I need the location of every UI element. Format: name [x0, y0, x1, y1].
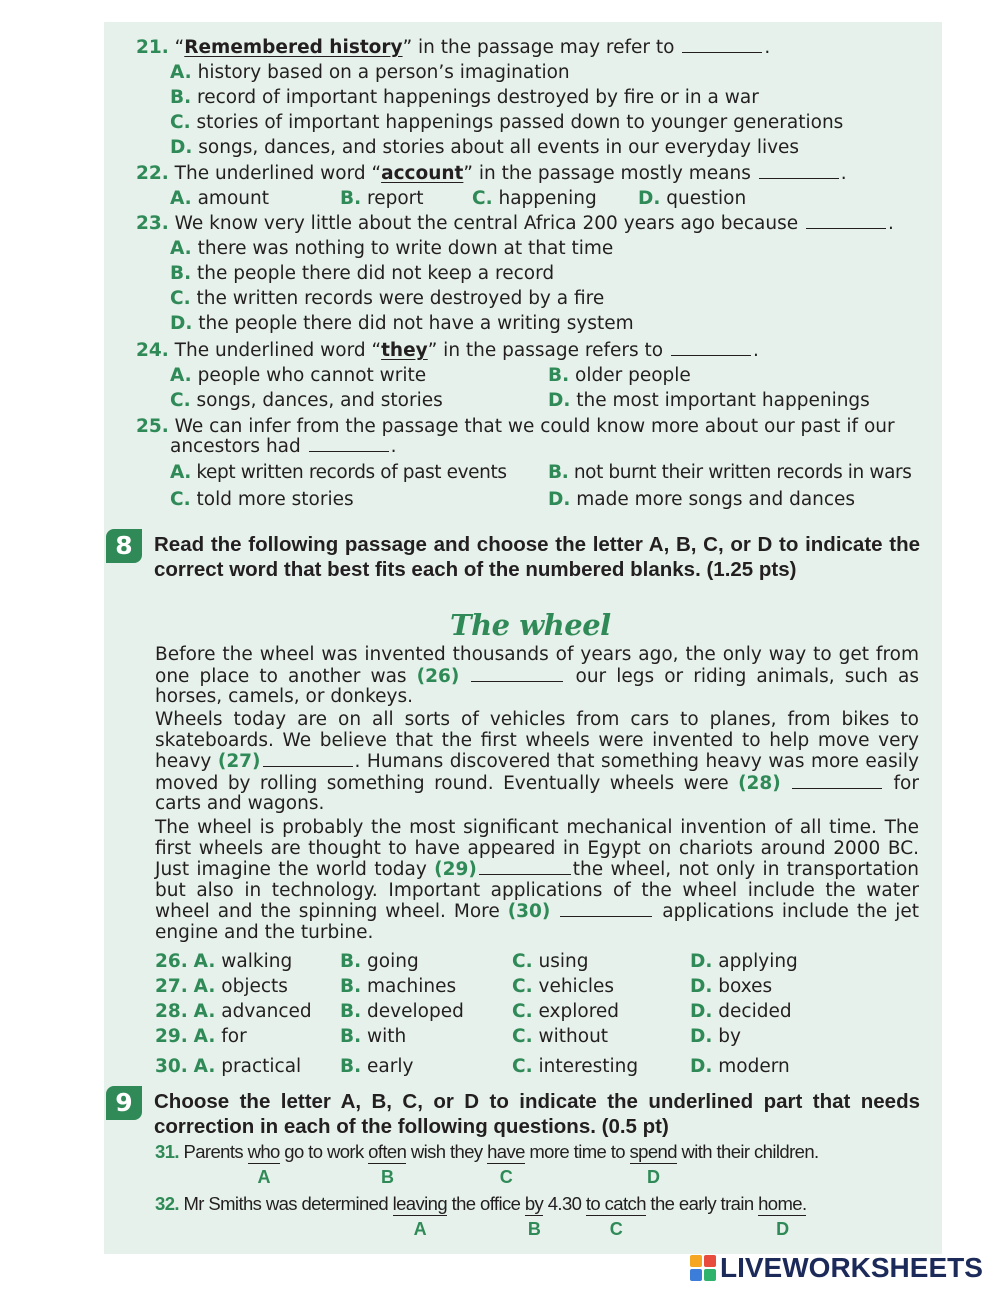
part-letter: A	[413, 1219, 427, 1239]
option-22-a[interactable]	[170, 187, 269, 211]
passage-text: for carts and wagons.	[155, 772, 919, 815]
option-text: the most important happenings	[576, 390, 870, 411]
option-22-b[interactable]	[340, 187, 424, 211]
sentence-text: Mr Smiths was determined	[183, 1193, 393, 1214]
option-letter: A.	[170, 365, 192, 386]
option-letter: B.	[340, 1001, 362, 1022]
option-text: applying	[718, 951, 798, 972]
question-25-line2	[170, 435, 397, 459]
option-29-d[interactable]	[690, 1025, 741, 1049]
question-number: 26.	[155, 951, 188, 972]
passage-paragraph-1	[155, 645, 919, 708]
option-letter: C.	[512, 1001, 533, 1022]
option-letter: B.	[340, 1056, 362, 1077]
part-letter: A	[257, 1167, 270, 1187]
option-letter: D.	[548, 390, 571, 411]
question-number: 31.	[155, 1141, 179, 1162]
underlined-word: often	[368, 1141, 407, 1162]
option-text: using	[538, 951, 589, 972]
option-letter: C.	[170, 288, 191, 309]
underlined-word: home.	[758, 1193, 807, 1214]
option-text: with	[367, 1026, 407, 1047]
question-number: 29.	[155, 1026, 188, 1047]
option-25-d[interactable]	[548, 488, 855, 512]
passage-text: applications include the jet engine and the turbine.	[155, 901, 919, 943]
option-21-c[interactable]	[170, 111, 843, 135]
underlined-word: spend	[629, 1141, 677, 1162]
option-letter: D.	[690, 1056, 713, 1077]
sentence-text: Parents	[183, 1141, 248, 1162]
question-end: .	[390, 436, 397, 457]
sentence-text: more time to	[524, 1141, 630, 1162]
sentence-text: the office	[447, 1193, 525, 1214]
sentence-text: 4.30	[543, 1193, 586, 1214]
question-text: ” in the passage mostly means	[463, 163, 751, 184]
gap-number: (29)	[434, 859, 477, 881]
question-end: .	[888, 213, 894, 234]
question-32	[155, 1192, 807, 1239]
option-30-c[interactable]	[512, 1055, 638, 1079]
option-24-d[interactable]	[548, 389, 870, 413]
option-23-d[interactable]	[170, 312, 634, 336]
gap-number: (30)	[507, 901, 551, 923]
question-text: The underlined word “	[174, 163, 382, 184]
option-22-d[interactable]	[638, 187, 746, 211]
question-end: .	[840, 163, 847, 184]
passage-paragraph-2	[155, 710, 919, 815]
option-letter: A.	[170, 462, 191, 483]
sentence-text: with their children.	[676, 1141, 819, 1162]
underlined-part-b[interactable]	[524, 1192, 544, 1239]
answer-blank[interactable]	[682, 37, 762, 53]
part-letter: C	[609, 1219, 623, 1239]
option-letter: B.	[340, 951, 362, 972]
option-26-b[interactable]	[340, 950, 419, 974]
option-23-b[interactable]	[170, 262, 554, 286]
question-text: ” in the passage may refer to	[402, 37, 675, 58]
underlined-part-c[interactable]	[585, 1192, 646, 1239]
section-9-instruction: Choose the letter A, B, C, or D to indicate the underlined part that needs correction in each of the following questions. (0.5 pt)	[154, 1090, 920, 1138]
option-24-a[interactable]	[170, 364, 426, 388]
option-letter: D.	[690, 976, 713, 997]
underlined-word: leaving	[392, 1193, 448, 1214]
question-text: We know very little about the central Africa 200 years ago because	[174, 213, 799, 234]
passage-text: . Humans discovered that something heavy was more easily moved by rolling something round. Eventually wheels were	[155, 751, 919, 794]
question-22	[136, 162, 847, 186]
option-letter: C.	[512, 951, 533, 972]
passage-title: The wheel	[450, 608, 611, 642]
option-text: kept written records of past events	[196, 462, 507, 483]
option-text: early	[367, 1056, 414, 1077]
answer-blank[interactable]	[309, 436, 389, 452]
underlined-part-a[interactable]	[247, 1140, 280, 1187]
passage-text: our legs or riding animals, such as horses, camels, or donkeys.	[155, 665, 920, 708]
option-letter: D.	[638, 188, 661, 209]
keyword: they	[381, 340, 428, 361]
option-letter: B.	[548, 462, 569, 483]
option-27-c[interactable]	[512, 975, 614, 999]
option-text: interesting	[538, 1056, 639, 1077]
passage-paragraph-3	[155, 818, 919, 944]
option-22-c[interactable]	[472, 187, 597, 211]
option-text: vehicles	[538, 976, 615, 997]
option-text: people who cannot write	[197, 365, 427, 386]
option-letter: C.	[512, 1056, 533, 1077]
option-23-c[interactable]	[170, 287, 604, 311]
gap-30-blank[interactable]	[560, 901, 652, 917]
option-text: report	[367, 188, 424, 209]
answer-row-28	[155, 1000, 312, 1024]
option-text: songs, dances, and stories about all events in our everyday lives	[198, 137, 800, 158]
option-text: machines	[367, 976, 457, 997]
question-end: .	[752, 340, 759, 361]
option-text[interactable]: advanced	[221, 1001, 312, 1022]
question-21	[136, 36, 770, 60]
option-text[interactable]: objects	[221, 976, 288, 997]
liveworksheets-logo[interactable]	[690, 1252, 983, 1284]
option-letter: A.	[193, 1001, 216, 1022]
answer-row-30	[155, 1055, 301, 1079]
option-text: there was nothing to write down at that time	[197, 238, 614, 259]
option-26-d[interactable]	[690, 950, 798, 974]
underlined-word: to catch	[585, 1193, 646, 1214]
option-text[interactable]: walking	[221, 951, 293, 972]
option-27-b[interactable]	[340, 975, 456, 999]
option-letter: D.	[690, 1001, 713, 1022]
option-letter: D.	[170, 313, 193, 334]
option-text: modern	[718, 1056, 790, 1077]
option-text: told more stories	[196, 489, 354, 510]
option-24-b[interactable]	[548, 364, 691, 388]
option-text: the written records were destroyed by a fire	[196, 288, 605, 309]
question-text: “	[174, 37, 185, 58]
question-text: ancestors had	[170, 436, 301, 457]
option-26-c[interactable]	[512, 950, 588, 974]
option-letter: B.	[170, 263, 192, 284]
option-letter: C.	[170, 112, 191, 133]
option-text: explored	[538, 1001, 620, 1022]
option-21-a[interactable]	[170, 61, 570, 85]
question-31	[155, 1140, 819, 1187]
option-text[interactable]: practical	[221, 1056, 302, 1077]
question-number: 32.	[155, 1193, 179, 1214]
part-letter: C	[499, 1167, 513, 1187]
option-28-b[interactable]	[340, 1000, 464, 1024]
option-21-b[interactable]	[170, 86, 759, 110]
gap-29-blank[interactable]	[479, 859, 571, 875]
gap-28-blank[interactable]	[792, 773, 882, 789]
underlined-word: have	[487, 1141, 525, 1162]
option-letter: A.	[193, 976, 216, 997]
underlined-part-a[interactable]	[392, 1192, 448, 1239]
passage-text: Before the wheel was invented thousands of years ago, the only way to get from one place to another was	[155, 644, 919, 687]
question-text: The underlined word “	[174, 340, 382, 361]
question-number: 25.	[136, 416, 169, 437]
question-number: 22.	[136, 163, 169, 184]
option-30-b[interactable]	[340, 1055, 413, 1079]
option-letter: A.	[193, 1056, 216, 1077]
option-text: not burnt their written records in wars	[573, 462, 912, 483]
option-text: developed	[367, 1001, 464, 1022]
option-letter: B.	[340, 1026, 362, 1047]
answer-row-27	[155, 975, 288, 999]
option-text: amount	[197, 188, 269, 209]
option-text: boxes	[718, 976, 773, 997]
gap-27-blank[interactable]	[263, 751, 353, 767]
option-text: without	[538, 1026, 609, 1047]
option-letter: D.	[690, 951, 713, 972]
option-letter: B.	[548, 365, 570, 386]
option-text: older people	[575, 365, 691, 386]
underlined-part-b[interactable]	[368, 1140, 407, 1187]
part-letter: B	[381, 1167, 394, 1187]
option-text: made more songs and dances	[576, 489, 856, 510]
underlined-word: by	[524, 1193, 544, 1214]
logo-mark-icon	[690, 1255, 716, 1281]
option-28-c[interactable]	[512, 1000, 619, 1024]
option-text: by	[718, 1026, 741, 1047]
option-letter: A.	[170, 62, 192, 83]
answer-row-26	[155, 950, 292, 974]
option-letter: A.	[170, 188, 192, 209]
option-21-d[interactable]	[170, 136, 799, 160]
option-text: question	[666, 188, 747, 209]
option-25-c[interactable]	[170, 488, 354, 512]
option-letter: D.	[690, 1026, 713, 1047]
answer-blank[interactable]	[806, 213, 886, 229]
question-number: 30.	[155, 1056, 188, 1077]
option-29-c[interactable]	[512, 1025, 608, 1049]
option-text: happening	[498, 188, 597, 209]
passage-text: the wheel, not only in transportation but also in technology. Important applications of the wheel include the water wheel and the spinning wheel. More	[155, 859, 920, 923]
option-25-b[interactable]	[548, 461, 911, 485]
sentence-text: go to work	[279, 1141, 369, 1162]
gap-number: (27)	[217, 751, 261, 773]
option-letter: A.	[193, 951, 216, 972]
option-text[interactable]: for	[221, 1026, 247, 1047]
passage-text: Wheels today are on all sorts of vehicles from cars to planes, from bikes to skateboards. We believe that the first wheels were invented to help move very heavy	[155, 709, 919, 773]
sentence-text: the early train	[645, 1193, 759, 1214]
option-28-d[interactable]	[690, 1000, 792, 1024]
part-letter: B	[527, 1219, 541, 1239]
section-8-instruction: Read the following passage and choose the letter A, B, C, or D to indicate the correct word that best fits each of the numbered blanks. (1.25 pts)	[154, 533, 920, 581]
underlined-part-d[interactable]	[758, 1192, 807, 1239]
option-letter: B.	[340, 976, 362, 997]
option-25-a[interactable]	[170, 461, 507, 485]
option-letter: B.	[170, 87, 192, 108]
option-letter: A.	[193, 1026, 216, 1047]
option-letter: D.	[170, 137, 193, 158]
keyword: Remembered history	[184, 37, 403, 58]
option-letter: C.	[512, 1026, 533, 1047]
option-27-d[interactable]	[690, 975, 772, 999]
part-letter: D	[776, 1219, 789, 1239]
option-text: songs, dances, and stories	[196, 390, 443, 411]
option-letter: D.	[548, 489, 571, 510]
question-text: ” in the passage refers to	[427, 340, 664, 361]
option-letter: B.	[340, 188, 362, 209]
option-24-c[interactable]	[170, 389, 443, 413]
option-30-d[interactable]	[690, 1055, 790, 1079]
option-29-b[interactable]	[340, 1025, 406, 1049]
question-number: 24.	[136, 340, 169, 361]
option-letter: C.	[472, 188, 493, 209]
question-number: 23.	[136, 213, 169, 234]
option-text: stories of important happenings passed down to younger generations	[196, 112, 844, 133]
option-text: decided	[718, 1001, 792, 1022]
option-text: going	[367, 951, 419, 972]
option-text: record of important happenings destroyed by fire or in a war	[197, 87, 759, 108]
passage-text: The wheel is probably the most significant mechanical invention of all time. The first wheels are thought to have appeared in Egypt on chariots around 2000 BC. Just imagine the world today	[155, 817, 919, 881]
logo-text: LIVEWORKSHEETS	[720, 1252, 983, 1283]
question-number: 21.	[136, 37, 169, 58]
option-text: history based on a person’s imagination	[197, 62, 570, 83]
section-8-badge: 8	[106, 529, 142, 563]
option-letter: C.	[170, 390, 191, 411]
option-text: the people there did not keep a record	[197, 263, 555, 284]
gap-26-blank[interactable]	[471, 666, 563, 682]
sentence-text: wish they	[406, 1141, 488, 1162]
question-number: 27.	[155, 976, 188, 997]
question-23	[136, 212, 894, 236]
question-end: .	[764, 37, 771, 58]
section-9-badge: 9	[106, 1086, 142, 1120]
answer-row-29	[155, 1025, 247, 1049]
option-23-a[interactable]	[170, 237, 613, 261]
part-letter: D	[647, 1167, 660, 1187]
option-text: the people there did not have a writing system	[198, 313, 634, 334]
keyword: account	[381, 163, 464, 184]
question-number: 28.	[155, 1001, 188, 1022]
underlined-part-d[interactable]	[629, 1140, 677, 1187]
question-text: We can infer from the passage that we could know more about our past if our	[174, 416, 895, 437]
option-letter: C.	[512, 976, 533, 997]
underlined-part-c[interactable]	[487, 1140, 525, 1187]
option-letter: C.	[170, 489, 191, 510]
option-letter: A.	[170, 238, 192, 259]
gap-number: (26)	[416, 665, 460, 687]
answer-blank[interactable]	[671, 340, 751, 356]
question-24	[136, 339, 759, 363]
gap-number: (28)	[738, 772, 781, 794]
underlined-word: who	[247, 1141, 280, 1162]
answer-blank[interactable]	[759, 163, 839, 179]
